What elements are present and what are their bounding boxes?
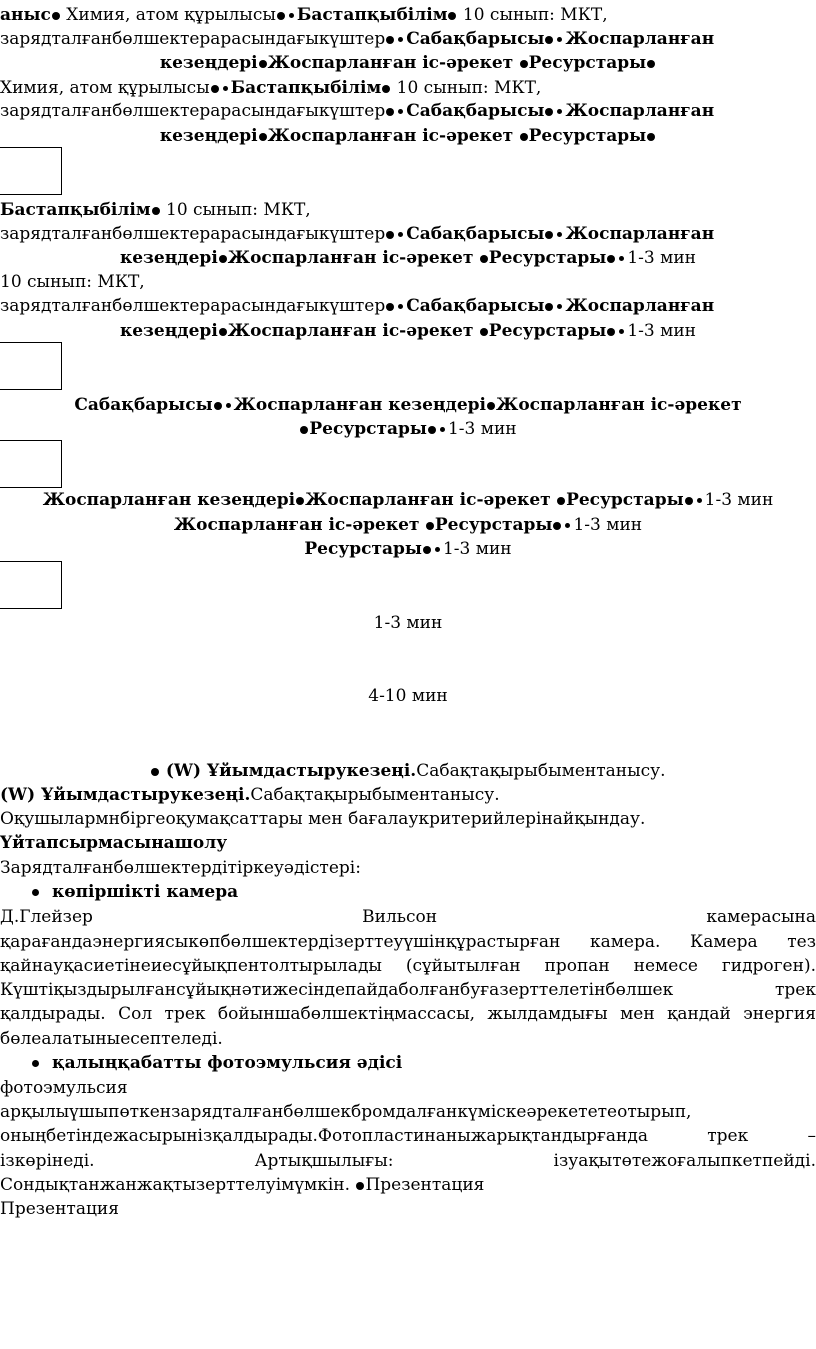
text-line: Презентация <box>0 1199 119 1219</box>
bullet-dot-icon <box>520 133 528 141</box>
text-line <box>0 906 816 928</box>
bullet-dot-icon <box>289 13 294 18</box>
bullet-dot-icon <box>211 85 219 93</box>
list-item <box>0 881 816 903</box>
fragment: Ресурстары <box>528 53 647 73</box>
fragment: Ресурстары <box>566 490 684 510</box>
fragment: 1-3 мин <box>627 248 697 268</box>
bullet-dot-icon <box>619 329 624 334</box>
fragment: 1-3 мин <box>627 321 697 341</box>
bullet-dot-icon <box>423 546 431 554</box>
fragment: Ресурстары <box>528 126 647 146</box>
bullet-dot-icon <box>697 498 702 503</box>
bullet-dot-icon <box>647 60 655 68</box>
bullet-dot-icon <box>398 109 403 114</box>
bullet-dot-icon <box>356 1182 364 1190</box>
fragment: (W) Ұйымдастырукезеңі. <box>165 761 417 781</box>
bullet-dot-icon <box>557 304 562 309</box>
bullet-dot-icon <box>553 522 561 530</box>
empty-cell <box>0 342 62 390</box>
bullet-dot-icon <box>398 304 403 309</box>
time-label: 4-10 мин <box>368 686 448 706</box>
fragment: Жоспарланған <box>565 296 715 316</box>
bullet-dot-icon <box>32 889 39 896</box>
bullet-dot-icon <box>52 12 60 20</box>
bullet-dot-icon <box>557 497 565 505</box>
text-line: 10 сынып: МКТ, <box>0 272 145 292</box>
text-line <box>0 77 816 99</box>
fragment: Ресурстары <box>309 419 427 439</box>
fragment: кезеңдері <box>159 53 258 73</box>
text-line <box>0 223 816 245</box>
fragment: (W) Ұйымдастырукезеңі. <box>0 785 251 805</box>
fragment: Сондықтанжанжақтызерттелуімүмкін. <box>0 1175 351 1195</box>
fragment: Химия, атом құрылысы <box>0 78 210 98</box>
bullet-dot-icon <box>557 109 562 114</box>
fragment: Бастапқыбілім <box>296 5 448 25</box>
fragment: 1-3 мин <box>447 419 517 439</box>
text-line <box>0 538 816 560</box>
bullet-dot-icon <box>223 86 228 91</box>
fragment: Жоспарланған кезеңдері <box>233 395 487 415</box>
bullet-dot-icon <box>398 232 403 237</box>
list-item <box>0 1052 816 1074</box>
text-line <box>0 100 816 122</box>
empty-cell <box>0 147 62 195</box>
text-line <box>0 514 816 536</box>
empty-cell <box>0 440 62 488</box>
bullet-dot-icon <box>386 36 394 44</box>
bullet-dot-icon <box>32 1060 39 1067</box>
fragment: Ресурстары <box>488 321 607 341</box>
list-item-label: қалыңқабатты фотоэмульсия әдісі <box>52 1053 403 1073</box>
bullet-dot-icon <box>607 328 615 336</box>
fragment: 10 сынып: МКТ, <box>396 78 542 98</box>
fragment: Бастапқыбілім <box>0 200 151 220</box>
bullet-dot-icon <box>557 37 562 42</box>
list-item-label: көпіршікті камера <box>52 882 239 902</box>
text-line: арқылыүшыпөткензарядталғанбөлшекбромдалғанкүміскеәрекететеотырып, <box>0 1102 692 1122</box>
bullet-dot-icon <box>607 255 615 263</box>
fragment: 10 сынып: МКТ, <box>166 200 311 220</box>
bullet-dot-icon <box>386 303 394 311</box>
fragment: Жоспарланған іс-әрекет <box>496 395 742 415</box>
fragment: кезеңдері <box>159 126 258 146</box>
fragment: Ресурстары <box>434 515 553 535</box>
fragment: Күштіқыздырылғансұйықнәтижесіндепайдаболғанбуғазерттелетінбөлшек <box>0 980 674 1000</box>
fragment: Д.Глейзер <box>0 907 93 927</box>
bullet-dot-icon <box>259 60 267 68</box>
fragment: Үйтапсырмасынашолу <box>0 833 228 853</box>
text-line <box>0 295 816 317</box>
bullet-dot-icon <box>426 522 434 530</box>
bullet-dot-icon <box>480 255 488 263</box>
fragment: Жоспарланған <box>565 224 715 244</box>
bullet-dot-icon <box>219 328 227 336</box>
fragment: оныңбетіндежасырынізқалдырады.Фотопластинаныжарықтандырғанда <box>0 1126 648 1146</box>
fragment: – <box>807 1126 816 1146</box>
text-line: фотоэмульсия <box>0 1078 128 1098</box>
bullet-dot-icon <box>545 108 553 116</box>
fragment: Сабақбарысы <box>406 101 545 121</box>
bullet-dot-icon <box>545 303 553 311</box>
fragment: Вильсон <box>362 907 438 927</box>
fragment: трек <box>707 1126 749 1146</box>
bullet-dot-icon <box>487 402 495 410</box>
fragment: Жоспарланған іс-әрекет <box>173 515 420 535</box>
bullet-dot-icon <box>398 37 403 42</box>
fragment: зарядталғанбөлшектерарасындағыкүштер <box>0 224 386 244</box>
text-line <box>0 125 816 147</box>
bullet-dot-icon <box>520 60 528 68</box>
fragment: камерасына <box>706 907 816 927</box>
time-label: 1-3 мин <box>373 613 443 633</box>
text-line: Оқушылармнбіргеоқумақсаттары мен бағалаукритерийлерінайқындау. <box>0 809 646 829</box>
text-line <box>0 4 816 26</box>
bullet-dot-icon <box>151 768 159 776</box>
bullet-dot-icon <box>219 255 227 263</box>
bullet-dot-icon <box>296 497 304 505</box>
fragment: Бастапқыбілім <box>230 78 382 98</box>
bullet-dot-icon <box>259 133 267 141</box>
text-line: бөлеалатыныесептеледі. <box>0 1029 223 1049</box>
fragment: зарядталғанбөлшектерарасындағыкүштер <box>0 101 386 121</box>
bullet-dot-icon <box>440 427 445 432</box>
bullet-dot-icon <box>152 207 160 215</box>
bullet-dot-icon <box>382 85 390 93</box>
text-line <box>0 247 816 269</box>
bullet-dot-icon <box>226 403 231 408</box>
fragment: 1-3 мин <box>442 539 512 559</box>
fragment: Артықшылығы: <box>254 1151 394 1171</box>
text-line <box>0 320 816 342</box>
fragment: 10 сынып: МКТ, <box>462 5 608 25</box>
bullet-dot-icon <box>386 108 394 116</box>
fragment: Химия, атом құрылысы <box>66 5 276 25</box>
bullet-dot-icon <box>448 12 456 20</box>
text-line <box>0 394 816 416</box>
fragment: Жоспарланған іс-әрекет <box>267 53 514 73</box>
text-line: Зарядталғанбөлшектердітіркеуәдістері: <box>0 858 361 878</box>
bullet-dot-icon <box>565 523 570 528</box>
bullet-dot-icon <box>557 232 562 237</box>
text-line: қайнауқасиетінеиесұйықпентолтырылады (сұйытылған пропан немесе гидроген). <box>0 956 816 976</box>
fragment: Презентация <box>365 1175 485 1195</box>
bullet-dot-icon <box>435 547 440 552</box>
bullet-dot-icon <box>619 256 624 261</box>
bullet-dot-icon <box>647 133 655 141</box>
fragment: Сабақбарысы <box>74 395 213 415</box>
fragment: Жоспарланған іс-әрекет <box>267 126 514 146</box>
fragment: Жоспарланған <box>565 29 715 49</box>
fragment: кезеңдері <box>119 248 218 268</box>
text-line <box>0 28 816 50</box>
fragment: Сабақбарысы <box>406 296 545 316</box>
fragment: Ресурстары <box>304 539 422 559</box>
empty-cell <box>0 561 62 609</box>
text-line <box>0 418 816 440</box>
text-line: қарағандаэнергиясыкөпбөлшектердізерттеуүшінқұрастырған камера. Камера тез <box>0 932 816 952</box>
fragment: Ресурстары <box>488 248 607 268</box>
text-line <box>0 489 816 511</box>
text-line <box>0 979 816 1001</box>
fragment: ізуақытөтежоғалыпкетпейді. <box>553 1151 816 1171</box>
text-line <box>0 784 816 806</box>
fragment: Жоспарланған <box>565 101 715 121</box>
bullet-dot-icon <box>480 328 488 336</box>
bullet-dot-icon <box>277 12 285 20</box>
bullet-dot-icon <box>300 426 308 434</box>
fragment: Жоспарланған іс-әрекет <box>305 490 551 510</box>
fragment: Сабақтақырыбыментанысу. <box>250 785 500 805</box>
fragment: Сабақбарысы <box>406 224 545 244</box>
text-line <box>0 1174 816 1196</box>
bullet-dot-icon <box>545 231 553 239</box>
fragment: зарядталғанбөлшектерарасындағыкүштер <box>0 29 386 49</box>
bullet-dot-icon <box>428 426 436 434</box>
fragment: Жоспарланған кезеңдері <box>42 490 296 510</box>
fragment: Жоспарланған іс-әрекет <box>227 248 474 268</box>
fragment: зарядталғанбөлшектерарасындағыкүштер <box>0 296 386 316</box>
bullet-dot-icon <box>545 36 553 44</box>
fragment: 1-3 мин <box>704 490 774 510</box>
fragment: Жоспарланған іс-әрекет <box>227 321 474 341</box>
text-line <box>0 52 816 74</box>
bullet-dot-icon <box>685 497 693 505</box>
text-line <box>0 760 816 782</box>
fragment: ізкөрінеді. <box>0 1151 95 1171</box>
fragment: аныс <box>0 5 51 25</box>
text-line: қалдырады. Сол трек бойыншабөлшектіңмассасы, жылдамдығы мен қандай энергия <box>0 1004 816 1024</box>
fragment: кезеңдері <box>119 321 218 341</box>
text-line <box>0 199 816 221</box>
bullet-dot-icon <box>214 402 222 410</box>
fragment: Сабақбарысы <box>406 29 545 49</box>
fragment: Сабақтақырыбыментанысу. <box>416 761 666 781</box>
fragment: 1-3 мин <box>573 515 643 535</box>
heading <box>0 832 816 854</box>
text-line <box>0 1150 816 1172</box>
fragment: трек <box>775 980 816 1000</box>
bullet-dot-icon <box>386 231 394 239</box>
text-line <box>0 1125 816 1147</box>
